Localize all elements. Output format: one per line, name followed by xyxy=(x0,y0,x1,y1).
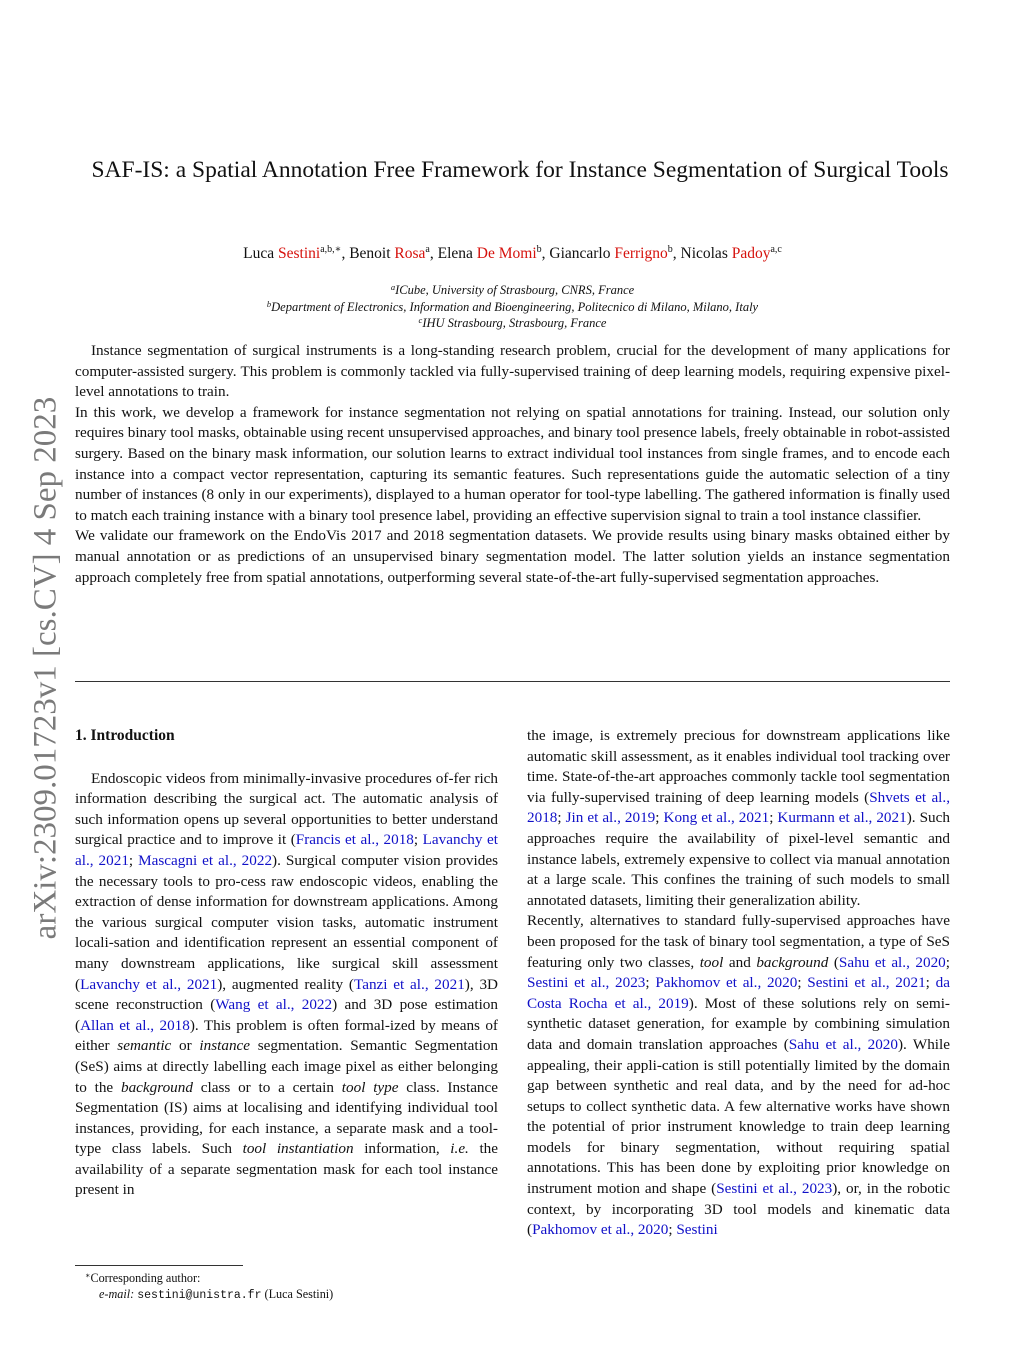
right-paragraph-1 xyxy=(527,726,950,911)
abstract-paragraph-2: In this work, we develop a framework for instance segmentation not relying on spatial annotations for training. Instead, our solution only requires binary tool masks, obtainable using recent unsupervised approaches, and binary tool presence labels, freely obtainable in robot-assisted surgery. Based on the binary mask information, our solution learns to extract individual tool instances from single frames, and to encode each instance into a compact vector representation, capturing its semantic features. Such representations guide the automatic selection of a tiny number of instances (8 only in our experiments), displayed to a human operator for tool-type labelling. The gathered information is finally used to match each training instance with a binary tool presence label, providing an effective supervision signal to train a tool instance classifier. xyxy=(75,403,950,524)
author-3-link[interactable]: De Momi xyxy=(476,245,537,262)
citation-link[interactable]: Lavanchy et al., 2021 xyxy=(80,975,218,993)
email-label: e-mail: xyxy=(99,1287,135,1301)
citation-link[interactable]: Jin et al., 2019 xyxy=(565,809,656,827)
citation-link[interactable]: Wang et al., 2022 xyxy=(215,996,333,1014)
text-run: class or to a certain xyxy=(192,1078,342,1096)
text-run: Recently, alternatives to standard fully-supervised approaches have been proposed for the task of binary tool segmentation, a type of SeS featuring only two classes, xyxy=(527,912,950,971)
citation-link[interactable]: Sestini et al., 2021 xyxy=(807,974,926,992)
text-run: ). Such approaches require the availability of pixel-level semantic and instance labels, extremely expensive to collect via manual annotation at a large scale. This confines the training of such models to small annotated datasets, limiting their generalization ability. xyxy=(527,809,950,909)
text-run: ). Surgical computer vision provides the necessary tools to pro-cess raw endoscopic videos, enabling the extraction of dense information for downstream applications. Among the various surgical computer vision tasks, automatic instrument locali-sation and identification represent an essential component of many downstream applications, like surgical skill assessment ( xyxy=(75,851,498,993)
affiliation-b-sup: b xyxy=(266,298,272,309)
text-run: class. Instance Segmentation (IS) aims at localising and identifying individual tool instances, providing, for each instance, a separate mask and a tool-type class labels. Such xyxy=(75,1078,499,1158)
text-run: ; xyxy=(413,831,423,849)
citation-link[interactable]: Sestini xyxy=(676,1221,718,1239)
text-run: ; xyxy=(557,809,566,827)
author-1-first: Luca xyxy=(243,245,278,262)
affiliation-a-sup: a xyxy=(390,282,396,292)
footnote-line-2 xyxy=(75,1286,498,1304)
citation-link[interactable]: Kurmann et al., 2021 xyxy=(777,809,907,827)
affiliation-c-sup: c xyxy=(418,315,423,325)
text-run: ), 3D scene reconstruction ( xyxy=(75,975,499,1014)
author-2-link[interactable]: Rosa xyxy=(394,245,426,262)
text-run: ; xyxy=(925,974,936,992)
citation-link[interactable]: Mascagni et al., 2022 xyxy=(138,851,273,869)
author-4-first: , Giancarlo xyxy=(541,245,615,262)
abstract xyxy=(75,341,950,588)
text-run: ; xyxy=(797,974,808,992)
arxiv-id-text: arXiv:2309.01723v1 [cs.CV] 4 Sep 2023 xyxy=(27,396,64,940)
intro-paragraph xyxy=(75,769,498,1201)
footnote xyxy=(75,1270,498,1304)
emphasis: semantic xyxy=(117,1037,172,1055)
footnote-line-1 xyxy=(75,1270,498,1286)
footnote-marker: ∗ xyxy=(85,1271,91,1280)
text-run: the image, is extremely precious for downstream applications like automatic skill assessment, as it enables individual tool tracking over time. State-of-the-art approaches commonly tackle tool segmentation via fully-supervised training of deep learning models ( xyxy=(527,727,950,806)
author-4-link[interactable]: Ferrigno xyxy=(614,245,668,262)
text-run: Endoscopic videos from minimally-invasive procedures of-fer rich information describing the surgical act. The automatic analysis of such information opens up several opportunities to better understand surgical practice and to improve it ( xyxy=(75,769,498,849)
text-run: ), augmented reality ( xyxy=(217,975,354,993)
footnote-author-name: (Luca Sestini) xyxy=(261,1287,334,1301)
text-run: ; xyxy=(945,953,951,971)
author-3-first: , Elena xyxy=(429,245,477,262)
right-paragraph-2 xyxy=(527,911,950,1241)
text-run: ; xyxy=(769,809,778,827)
affiliation-b xyxy=(75,299,950,316)
footnote-separator xyxy=(75,1265,243,1266)
author-list xyxy=(75,244,950,264)
citation-link[interactable]: Tanzi et al., 2021 xyxy=(353,975,465,993)
author-1-link[interactable]: Sestini xyxy=(277,245,321,262)
author-5-sup: a,c xyxy=(770,244,782,255)
citation-link[interactable]: Pakhomov et al., 2020 xyxy=(532,1221,669,1239)
text-run: ). Most of these solutions rely on semi-synthetic dataset generation, for example by combining simulation data and domain translation approaches ( xyxy=(527,994,950,1053)
affiliation-c xyxy=(75,315,950,332)
emphasis: i.e. xyxy=(450,1140,469,1158)
author-1-sup: a,b,∗ xyxy=(320,244,342,255)
emphasis: instance xyxy=(199,1037,251,1055)
text-run: ; xyxy=(668,1221,677,1239)
citation-link[interactable]: Kong et al., 2021 xyxy=(663,809,770,827)
author-5-first: , Nicolas xyxy=(672,245,732,262)
author-4-sup: b xyxy=(667,244,673,255)
footnote-text: Corresponding author: xyxy=(90,1271,201,1285)
section-heading-introduction: 1. Introduction xyxy=(75,727,175,744)
author-5-link[interactable]: Padoy xyxy=(731,245,771,262)
text-run: information, xyxy=(353,1140,451,1158)
text-run: ), or, in the robotic context, by incorporating 3D tool models and kinematic data ( xyxy=(527,1180,950,1239)
text-run: the availability of a separate segmentation mask for each tool instance present in xyxy=(75,1140,498,1199)
emphasis: background xyxy=(120,1078,193,1096)
emphasis: tool type xyxy=(341,1078,399,1096)
text-run: ; xyxy=(128,851,139,869)
affiliation-a-text: ICube, University of Strasbourg, CNRS, France xyxy=(395,283,635,297)
citation-link[interactable]: Pakhomov et al., 2020 xyxy=(655,974,798,992)
text-run: ( xyxy=(828,953,839,971)
citation-link[interactable]: Sahu et al., 2020 xyxy=(788,1035,898,1053)
text-run: segmentation. Semantic Segmentation (SeS) aims at directly labelling each image pixel as either belonging to the xyxy=(75,1037,499,1096)
citation-link[interactable]: Sestini et al., 2023 xyxy=(716,1180,833,1198)
citation-link[interactable]: Shvets et al., 2018 xyxy=(527,788,950,827)
affiliation-a xyxy=(75,282,950,299)
citation-link[interactable]: Sestini et al., 2023 xyxy=(527,974,646,992)
text-run: ; xyxy=(655,809,664,827)
paper-title: SAF-IS: a Spatial Annotation Free Framework for Instance Segmentation of Surgical Tools xyxy=(91,157,949,183)
arxiv-sidebar-identifier xyxy=(22,378,70,958)
affiliation-c-text: IHU Strasbourg, Strasbourg, France xyxy=(422,316,607,330)
abstract-paragraph-3: We validate our framework on the EndoVis 2017 and 2018 segmentation datasets. We provide results using binary masks obtained either by manual annotation or as predictions of an unsupervised binary segmentation model. The latter solution yields an instance segmentation approach completely free from spatial annotations, outperforming several state-of-the-art fully-supervised segmentation approaches. xyxy=(75,527,950,586)
citation-link[interactable]: Allan et al., 2018 xyxy=(80,1016,190,1034)
email-address[interactable]: sestini@unistra.fr xyxy=(137,1289,262,1302)
citation-link[interactable]: Lavanchy et al., 2021 xyxy=(75,831,498,869)
right-column xyxy=(527,726,950,1241)
emphasis: tool xyxy=(699,953,724,971)
citation-link[interactable]: Sahu et al., 2020 xyxy=(838,953,946,971)
emphasis: tool instantiation xyxy=(242,1140,354,1158)
citation-link[interactable]: da Costa Rocha et al., 2019 xyxy=(527,974,950,1012)
abstract-paragraph-1: Instance segmentation of surgical instruments is a long-standing research problem, crucial for the development of many applications for computer-assisted surgery. This problem is commonly tackled via fully-supervised training of deep learning models, requiring expensive pixel-level annotations to train. xyxy=(75,342,950,401)
text-run: ). While appealing, their appli-cation is still potentially limited by the domain gap between synthetic and real data, and by the need for ad-hoc setups to collect synthetic data. A few alternative works have shown the potential of prior instrument knowledge to train deep learning models for binary segmentation, without requiring spatial annotations. This has been done by exploiting prior knowledge on instrument motion and shape ( xyxy=(527,1035,950,1198)
text-run: ; xyxy=(645,974,656,992)
emphasis: background xyxy=(756,953,829,971)
text-run: or xyxy=(171,1037,200,1055)
text-run: ). This problem is often formal-ized by means of either xyxy=(75,1016,498,1055)
text-run: and xyxy=(723,953,757,971)
author-2-first: , Benoit xyxy=(341,245,395,262)
text-run: ) and 3D pose estimation ( xyxy=(75,996,498,1034)
abstract-separator xyxy=(75,681,950,682)
citation-link[interactable]: Francis et al., 2018 xyxy=(295,831,414,849)
author-3-sup: b xyxy=(536,244,542,255)
affiliation-b-text: Department of Electronics, Information and Bioengineering, Politecnico di Milano, Milano, Italy xyxy=(271,299,759,314)
left-column xyxy=(75,726,498,1201)
affiliations xyxy=(75,282,950,332)
author-2-sup: a xyxy=(425,244,430,255)
